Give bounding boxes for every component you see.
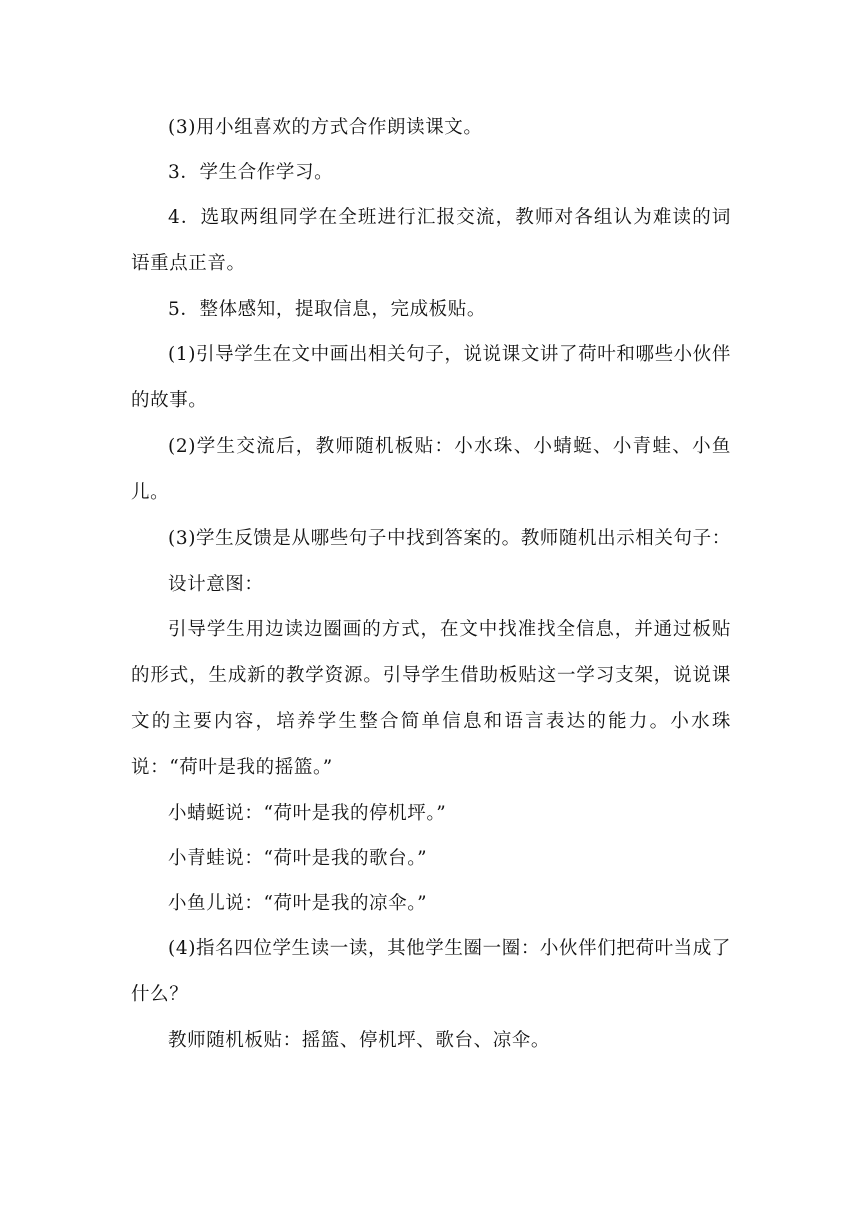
paragraph-cooperative-learning: 3．学生合作学习。 [168,162,334,183]
paragraph-frog-quote: 小青蛙说：“荷叶是我的歌台。” [168,848,428,869]
paragraph-design-intent-body: 引导学生用边读边圈画的方式，在文中找准找全信息，并通过板贴的形式，生成新的教学资源。引导学生借助板贴这一学习支架，说说课文的主要内容，培养学生整合简单信息和语言表达的能力。小水珠说：“荷叶是我的摇篮。” [131,619,731,778]
paragraph-dragonfly-quote: 小蜻蜓说：“荷叶是我的停机坪。” [168,803,447,824]
paragraph-four-students-read: (4)指名四位学生读一读，其他学生圈一圈：小伙伴们把荷叶当成了什么？ [131,938,731,1005]
paragraph-fish-quote: 小鱼儿说：“荷叶是我的凉伞。” [168,893,428,914]
paragraph-read-aloud: (3)用小组喜欢的方式合作朗读课文。 [168,117,483,138]
paragraph-overall-perception: 5．整体感知，提取信息，完成板贴。 [168,299,486,320]
document-body [131,112,731,1070]
paragraph-report-exchange: 4．选取两组同学在全班进行汇报交流，教师对各组认为难读的词语重点正音。 [131,207,731,274]
paragraph-board-posting: (2)学生交流后，教师随机板贴：小水珠、小蜻蜓、小青蛙、小鱼儿。 [131,436,731,503]
paragraph-design-intent-heading: 设计意图： [168,574,264,595]
paragraph-teacher-board-posting: 教师随机板贴：摇篮、停机坪、歌台、凉伞。 [168,1030,551,1051]
paragraph-guide-students: (1)引导学生在文中画出相关句子，说说课文讲了荷叶和哪些小伙伴的故事。 [131,344,731,411]
paragraph-student-feedback: (3)学生反馈是从哪些句子中找到答案的。教师随机出示相关句子： [168,528,731,549]
